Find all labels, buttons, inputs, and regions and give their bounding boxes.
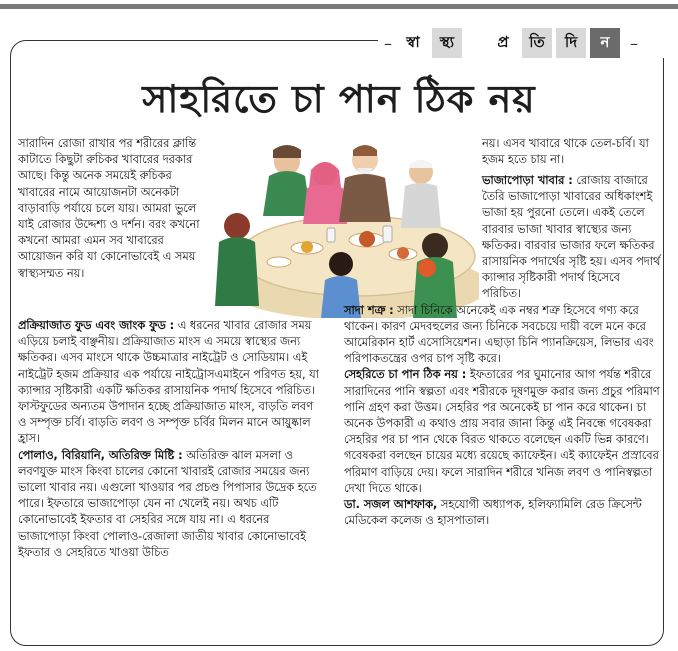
section-letter-4: তি <box>522 28 552 58</box>
header-dash-left: – <box>384 33 392 53</box>
white-enemy-paragraph <box>344 303 662 368</box>
fried-food-paragraph <box>344 173 662 303</box>
section-letter-2: স্থ্য <box>432 28 462 58</box>
polao-text: অতিরিক্ত ঝাল মসলা ও লবণযুক্ত মাংস কিংবা চালের কোনো খাবারই রোজার সময়ের জন্য ভালো খাবার নয়। এগুলো খাওয়ার পর প্রচণ্ড পিপাসার উদ্রেক হতে পারে। ইফতারে ভাজাপোড়া যেন না খেলেই নয়। অথচ এটি কোনোভাবেই ইফতার বা সেহরির সঙ্গে যায় না। এ ধরনের ভাজাপোড়া কিংবা পোলাও-রেজালা জাতীয় খাবার কোনোভাবেই ইফতার ও সেহরিতে খাওয়া উচিত <box>18 448 317 559</box>
intro-paragraph: সারাদিন রোজা রাখার পর শরীরের ক্লান্তি কাটাতে কিছুটা রুচিকর খাবারের দরকার আছে। কিন্তু অনেক সময়েই রুচিকর খাবারের নামে আয়োজনটা অনেকটা বাড়াবাড়ি পর্যায়ে চলে যায়। আমরা ভুলে যাই রোজার উদ্দেশ্য ও দর্শন। বরং কখনো কখনো আমরা এমন সব খাবারের আয়োজন করি যা কোনোভাবেই এ সময় স্বাস্থ্যসম্মত নয়। <box>18 137 200 280</box>
top-rule <box>0 4 678 9</box>
author-name: ডা. সজল আশফাক, <box>344 498 438 512</box>
oil-fat-paragraph: নয়। এসব খাবারে থাকে তেল-চর্বি। যা হজম হতে চায় না। <box>482 137 649 167</box>
left-column-body <box>18 318 324 561</box>
polao-heading: পোলাও, বিরিয়ানি, অতিরিক্ত মিষ্টি : <box>18 448 183 462</box>
headline: সাহরিতে চা পান ঠিক নয় <box>142 76 536 121</box>
section-letter-6: ন <box>590 28 620 58</box>
white-enemy-text: সাদা চিনিকে অনেকেই এক নম্বর শত্রু হিসেবে গণ্য করে থাকেন। কারণ মেদবহুলের জন্য চিনিকে সবচেয়ে দায়ী বলে মনে করে আমেরিকান হার্ট এসোসিয়েশন। এছাড়া চিনি প্যানক্রিয়েস, লিভার এবং পরিপাকতন্ত্রের ওপর চাপ সৃষ্টি করে। <box>344 303 654 366</box>
polao-paragraph <box>18 448 324 561</box>
section-letter-5: দি <box>556 28 586 58</box>
processed-food-heading: প্রক্রিয়াজাত ফুড এবং জাংক ফুড : <box>18 319 175 332</box>
tea-heading: সেহরিতে চা পান ঠিক নয় : <box>344 368 467 382</box>
tea-paragraph <box>344 367 662 497</box>
right-column-top <box>482 136 662 168</box>
white-enemy-heading: সাদা শত্রু : <box>344 303 394 317</box>
left-column-top <box>18 136 204 282</box>
section-letter-1: স্বা <box>398 28 428 58</box>
section-header <box>378 28 670 58</box>
header-dash-right: – <box>630 33 638 53</box>
fried-food-heading: ভাজাপোড়া খাবার : <box>482 174 573 187</box>
tea-text: ইফতারের পর ঘুমানোর আগ পর্যন্ত শরীরে সারাদিনের পানি স্বল্পতা এবং শরীরকে দূষণমুক্ত করার জন্য প্রচুর পরিমাণ পানি গ্রহণ করা উত্তম। সেহরির পর অনেকেই চা পান করে থাকেন। চা অনেক উপকারী এ কথাও প্রায় সবার জানা কিন্তু এই নিবন্ধে গবেষকরা সেহরির পর চা পান থেকে বিরত থাকতে বলেছেন একটি ভিন্ন কারণে। গবেষকরা বলছেন চায়ের মধ্যে রয়েছে ক্যাফেইন। এই ক্যাফেইন প্রস্রাবের পরিমাণ বাড়িয়ে দেয়। ফলে সারাদিন শরীরে খনিজ লবণ ও পানিস্বল্পতা দেখা দিতে থাকে। <box>344 368 660 495</box>
fried-food-text: রোজায় বাজারে তৈরি ভাজাপোড়া খাবারের অধিকাংশই ভাজা হয় পুরনো তেলে। একই তেলে বারবার ভাজা খাবার স্বাস্থ্যের জন্য ক্ষতিকর। বারবার ভাজার ফলে ক্ষতিকর রাসায়নিক পদার্থের সৃষ্টি হয়। এসব পদার্থ ক্যান্সার সৃষ্টিকারী পদার্থ হিসেবে পরিচিত। <box>482 174 661 301</box>
author-paragraph <box>344 497 662 529</box>
right-column-body <box>344 173 662 529</box>
section-letter-3: প্র <box>488 28 518 58</box>
author-affiliation: সহযোগী অধ্যাপক, হলিফ্যামিলি রেড ক্রিসেন্ট মেডিকেল কলেজ ও হাসপাতাল। <box>344 498 642 528</box>
processed-food-paragraph <box>18 318 324 448</box>
processed-food-text: এ ধরনের খাবার রোজার সময় এড়িয়ে চলাই বাঞ্ছনীয়। প্রক্রিয়াজাত মাংস এ সময়ে স্বাস্থ্যের জন্য ক্ষতিকর। এসব মাংসে থাকে উচ্চমাত্রার নাইট্রেট ও সোডিয়াম। এই নাইট্রেট হজম প্রক্রিয়ার এক পর্যায়ে নাইট্রোসএমাইনে পরিণত হয়, যা ক্যান্সার সৃষ্টিকারী একটি ক্ষতিকর রাসায়নিক পদার্থ হিসেবে পরিচিত। ফাস্টফুডের অন্যতম উপাদান হচ্ছে প্রক্রিয়াজাত মাংস, বাড়তি লবণ ও সম্পৃক্ত চর্বি। বাড়তি লবণ ও সম্পৃক্ত চর্বির মিলন মানে আয়ুষ্কাল হ্রাস। <box>18 319 319 446</box>
